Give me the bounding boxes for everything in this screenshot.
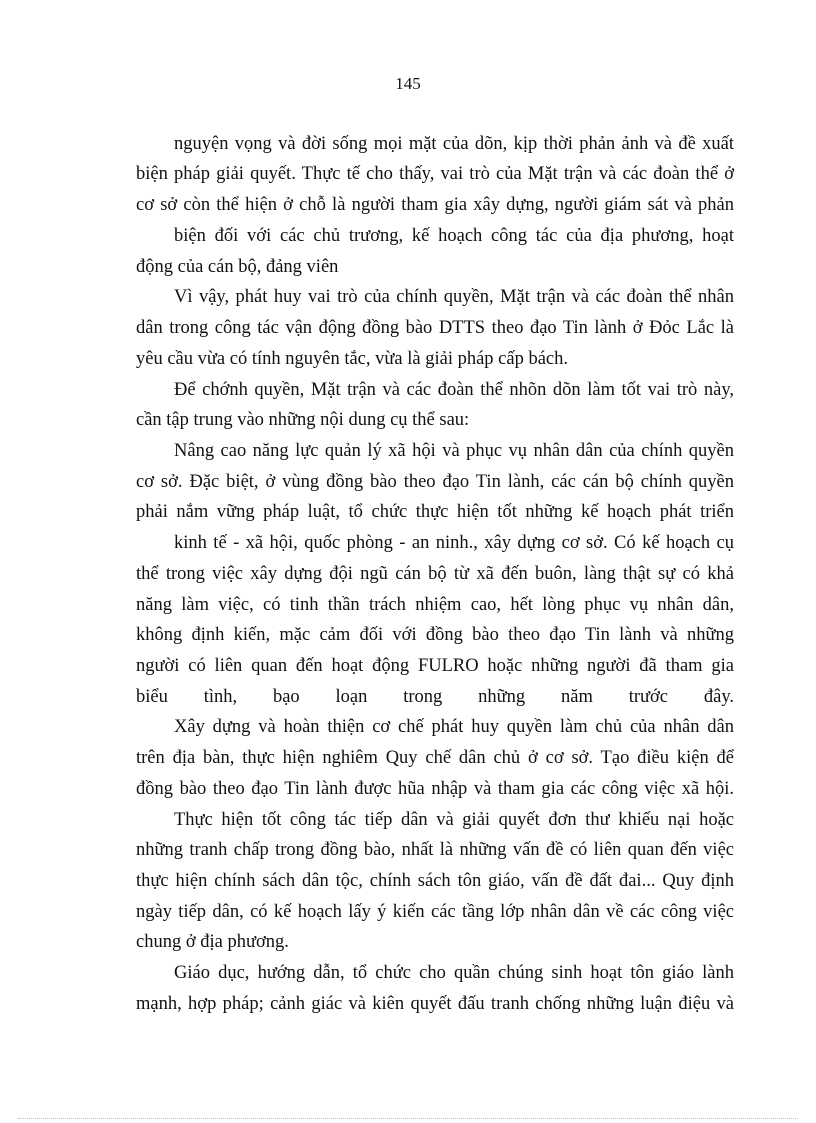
- text-line: Vì vậy, phát huy vai trò của chính quyền, Mặt trận và các đoàn thể nhân: [174, 287, 734, 307]
- text-line: dân trong công tác vận động đồng bào DTTS theo đạo Tin lành ở Đỏc Lắc là: [136, 318, 734, 338]
- text-line: cần tập trung vào những nội dung cụ thể sau:: [136, 410, 470, 430]
- text-line: trên địa bàn, thực hiện nghiêm Quy chế dân chủ ở cơ sở. Tạo điều kiện để: [136, 748, 734, 768]
- page-number: 145: [395, 74, 421, 93]
- text-line: phải nắm vững pháp luật, tổ chức thực hiện tốt những kế hoạch phát triển: [136, 502, 734, 522]
- text-line: cơ sở còn thể hiện ở chỗ là người tham gia xây dựng, người giám sát và phản: [136, 195, 734, 215]
- text-line: mạnh, hợp pháp; cảnh giác và kiên quyết đấu tranh chống những luận điệu và: [136, 994, 734, 1014]
- text-line: đồng bào theo đạo Tin lành được hũa nhập và tham gia các công việc xã hội.: [136, 779, 734, 799]
- text-line: Giáo dục, hướng dẫn, tổ chức cho quần chúng sinh hoạt tôn giáo lành: [174, 963, 734, 983]
- text-line: biểu tình, bạo loạn trong những năm trước đây.: [136, 687, 734, 707]
- text-line: yêu cầu vừa có tính nguyên tắc, vừa là giải pháp cấp bách.: [136, 349, 569, 369]
- text-line: chung ở địa phương.: [136, 932, 289, 952]
- text-line: Xây dựng và hoàn thiện cơ chế phát huy quyền làm chủ của nhân dân: [174, 717, 734, 737]
- text-line: những tranh chấp trong đồng bào, nhất là những vấn đề có liên quan đến việc: [136, 840, 734, 860]
- text-line: thể trong việc xây dựng đội ngũ cán bộ từ xã đến buôn, làng thật sự có khả: [136, 564, 734, 584]
- text-line: thực hiện chính sách dân tộc, chính sách tôn giáo, vấn đề đất đai... Quy định: [136, 871, 734, 891]
- text-line: Thực hiện tốt công tác tiếp dân và giải quyết đơn thư khiếu nại hoặc: [174, 810, 734, 830]
- page-bottom-rule: [18, 1118, 798, 1119]
- text-line: Nâng cao năng lực quản lý xã hội và phục vụ nhân dân của chính quyền: [174, 441, 734, 461]
- text-line: cơ sở. Đặc biệt, ở vùng đồng bào theo đạo Tin lành, các cán bộ chính quyền: [136, 472, 734, 492]
- text-line: không định kiến, mặc cảm đối với đồng bào theo đạo Tin lành và những: [136, 625, 734, 645]
- text-line: ngày tiếp dân, có kế hoạch lấy ý kiến các tầng lớp nhân dân về các công việc: [136, 902, 734, 922]
- text-line: biện đối với các chủ trương, kế hoạch công tác của địa phương, hoạt: [174, 226, 734, 246]
- text-line: Để chớnh quyền, Mặt trận và các đoàn thể nhõn dõn làm tốt vai trò này,: [174, 380, 734, 400]
- text-line: năng làm việc, có tinh thần trách nhiệm cao, hết lòng phục vụ nhân dân,: [136, 595, 734, 615]
- text-line: biện pháp giải quyết. Thực tế cho thấy, vai trò của Mặt trận và các đoàn thể ở: [136, 164, 734, 184]
- text-line: nguyện vọng và đời sống mọi mặt của dõn, kịp thời phản ảnh và đề xuất: [174, 134, 734, 154]
- text-line: kinh tế - xã hội, quốc phòng - an ninh., xây dựng cơ sở. Có kế hoạch cụ: [174, 533, 734, 553]
- text-line: người có liên quan đến hoạt động FULRO hoặc những người đã tham gia: [136, 656, 734, 676]
- text-line: động của cán bộ, đảng viên: [136, 257, 339, 277]
